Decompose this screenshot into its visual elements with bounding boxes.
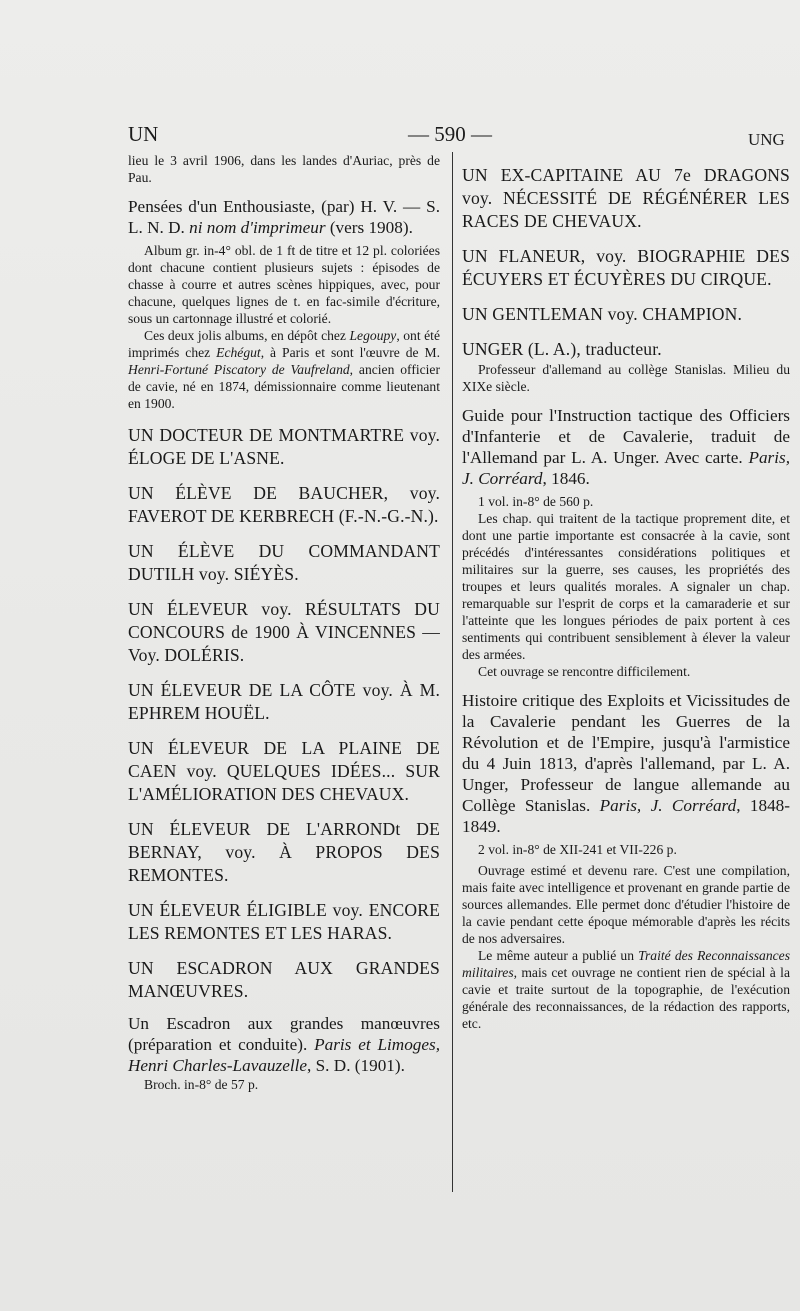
left-column-paragraph: UN ÉLÈVE DE BAUCHER, voy. FAVEROT DE KERBRECH (F.-N.-G.-N.).	[128, 483, 440, 526]
left-column-paragraph: lieu le 3 avril 1906, dans les landes d'Auriac, près de Pau.	[128, 153, 440, 185]
left-column-paragraph: Un Escadron aux grandes manœuvres (préparation et conduite). Paris et Limoges, Henri Charles-Lavauzelle, S. D. (1901).	[128, 1014, 441, 1075]
left-column-paragraph: Pensées d'un Enthousiaste, (par) H. V. — S. L. N. D. ni nom d'imprimeur (vers 1908).	[128, 197, 440, 237]
right-column	[462, 152, 790, 1032]
right-column-paragraph: UNGER (L. A.), traducteur.	[462, 339, 662, 359]
left-column	[128, 152, 440, 1093]
left-column-paragraph: Ces deux jolis albums, en dépôt chez Legoupy, ont été imprimés chez Echégut, à Paris et sont l'œuvre de M. Henri-Fortuné Piscatory de Vaufreland, ancien officier de cavie, né en 1874, démissionnaire comme lieutenant en 1900.	[128, 328, 440, 411]
right-column-paragraph: UN EX-CAPITAINE AU 7e DRAGONS voy. NÉCESSITÉ DE RÉGÉNÉRER LES RACES DE CHEVAUX.	[462, 165, 790, 231]
right-column-paragraph: 2 vol. in-8° de XII-241 et VII-226 p.	[478, 842, 677, 857]
left-column-paragraph: Broch. in-8° de 57 p.	[144, 1077, 259, 1092]
left-column-paragraph: UN ÉLEVEUR ÉLIGIBLE voy. ENCORE LES REMONTES ET LES HARAS.	[128, 900, 440, 943]
left-column-paragraph: UN ÉLEVEUR voy. RÉSULTATS DU CONCOURS de 1900 À VINCENNES — Voy. DOLÉRIS.	[128, 599, 440, 665]
left-column-paragraph: UN ESCADRON AUX GRANDES MANŒUVRES.	[128, 958, 440, 1001]
running-header	[0, 122, 800, 152]
left-column-paragraph: UN ÉLEVEUR DE LA CÔTE voy. À M. EPHREM HOUËL.	[128, 680, 440, 723]
column-divider	[452, 152, 453, 1192]
right-column-paragraph: Ouvrage estimé et devenu rare. C'est une compilation, mais faite avec intelligence et provenant en grande partie de sources allemandes. Elle permet donc d'étudier l'histoire de la cavie pendant cette époque mémorable d'après les récits de nos adversaires.	[462, 863, 790, 946]
left-column-paragraph: UN ÉLEVEUR DE L'ARRONDt DE BERNAY, voy. À PROPOS DES REMONTES.	[128, 819, 440, 885]
header-right: UNG	[748, 130, 785, 149]
left-column-paragraph: UN DOCTEUR DE MONTMARTRE voy. ÉLOGE DE L'ASNE.	[128, 425, 440, 468]
right-column-paragraph: 1 vol. in-8° de 560 p.	[478, 494, 594, 509]
page-number: — 590 —	[408, 122, 492, 146]
left-column-paragraph: Album gr. in-4° obl. de 1 ft de titre et 12 pl. coloriées dont chacune contient plusieurs sujets : épisodes de chasse à courre et autres scènes hippiques, avec, pour chacune, quelques lignes de t. en fac-simile d'écriture, sous un cartonnage illustré et colorié.	[128, 243, 440, 326]
right-column-paragraph: Professeur d'allemand au collège Stanislas. Milieu du XIXe siècle.	[462, 362, 790, 394]
right-column-paragraph: UN GENTLEMAN voy. CHAMPION.	[462, 304, 742, 324]
right-column-paragraph: Les chap. qui traitent de la tactique proprement dite, et dont une partie importante est consacrée à la cavie, sont précédés d'intéressantes considérations politiques et militaires sur la guerre, ses causes, les propriétés des troupes et leurs qualités morales. A signaler un chap. remarquable sur l'esprit de corps et la camaraderie et sur l'atteinte que les longues périodes de paix portent à ces sentiments qui contribuent sensiblement à élever la valeur des armées.	[462, 511, 790, 662]
left-column-paragraph: UN ÉLÈVE DU COMMANDANT DUTILH voy. SIÉYÈS.	[128, 541, 440, 584]
right-column-paragraph: Le même auteur a publié un Traité des Reconnaissances militaires, mais cet ouvrage ne contient rien de spécial à la cavie et traite surtout de la topographie, de l'exécution générale des reconnaissances, de la rédaction des rapports, etc.	[462, 948, 790, 1031]
right-column-paragraph: Cet ouvrage se rencontre difficilement.	[478, 664, 691, 679]
right-column-paragraph: Histoire critique des Exploits et Vicissitudes de la Cavalerie pendant les Guerres de la Révolution et de l'Empire, jusqu'à l'armistice du 4 Juin 1813, d'après l'allemand, par L. A. Unger, Professeur de langue allemande au Collège Stanislas. Paris, J. Corréard, 1848-1849.	[462, 691, 790, 836]
right-column-paragraph: Guide pour l'Instruction tactique des Officiers d'Infanterie et de Cavalerie, traduit de l'Allemand par L. A. Unger. Avec carte. Paris, J. Corréard, 1846.	[462, 406, 790, 488]
right-column-paragraph: UN FLANEUR, voy. BIOGRAPHIE DES ÉCUYERS ET ÉCUYÈRES DU CIRQUE.	[462, 246, 790, 289]
left-column-paragraph: UN ÉLEVEUR DE LA PLAINE DE CAEN voy. QUELQUES IDÉES... SUR L'AMÉLIORATION DES CHEVAUX.	[128, 738, 440, 804]
header-left: UN	[128, 122, 159, 146]
